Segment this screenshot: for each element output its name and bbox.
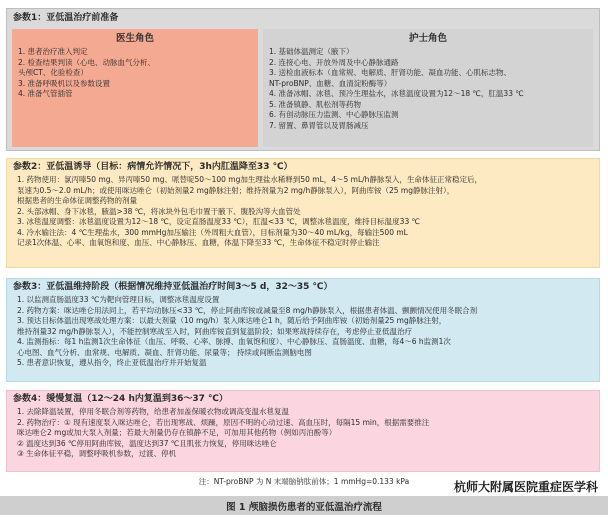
list-item: 4. 准备冰帽、冰毯、预冷生理盐水，冰毯温度设置为12～18 ℃，肛温33 ℃ (269, 89, 524, 98)
list-item: 心电图、血气分析、血常规、电解质、凝血、肝肾功能、尿量等； 持续或间断监测脑电图 (17, 347, 312, 357)
step4-panel (6, 390, 600, 472)
list-item: 3. 送检血液标本（血常规、电解质、肝肾功能、凝血功能、心肌标志物、 (269, 68, 512, 77)
list-item: 2. 药物治疗：① 现有速度泵入咪达唑仑，若出现寒战、烦躁，原因不明的心动过速、高血压时，每隔15 min，根据需要推注 (17, 417, 430, 427)
list-item: 2. 药物方案：咪达唑仑用法同上，若平均动脉压<33 ℃，停止阿曲库铵或减量至8 mg/h静脉泵入，根据患者体温、颤颤情况使用冬眠合剂 (17, 305, 478, 315)
step1-panel (6, 8, 600, 151)
caption-bar (0, 496, 608, 515)
list-item: 根据患者的生命体征调整药物的剂量 (17, 196, 137, 205)
step2-panel (6, 158, 600, 268)
step3-panel (6, 278, 600, 382)
list-item: 5. 患者意识恢复，遵从指令，终止亚低温治疗并开始复温 (17, 358, 207, 367)
list-item: 1. 患者治疗准入判定 (18, 47, 88, 56)
list-item: NT-proBNP、血糖、血清淀粉酶等） (269, 78, 392, 88)
list-item: 1. 以监测直肠温度33 ℃为靶向管理目标，调整冰毯温度设置 (17, 295, 220, 304)
list-item: 1. 基础体温测定（腋下） (269, 47, 354, 56)
list-item: ③ 生命体征平稳，调整呼吸机参数，过渡、停机 (17, 449, 177, 458)
step4-list (17, 407, 593, 460)
list-item: 4. 冷水输注法：4 ℃生理盐水，300 mmHg加压输注（外周粗大血管），目标剂量为30～40 mL/kg，每输注500 mL (17, 227, 408, 237)
list-item: 记录1次体温、心率、血氧饱和度、血压、中心静脉压、血糖，体温下降至33 ℃，生命体征不稳定时停止输注 (17, 238, 380, 247)
list-item: 4. 准备气管插管 (18, 89, 73, 98)
list-item: 7. 留置、鼻胃管以及胃肠减压 (269, 120, 369, 130)
nurse-role-box (263, 29, 593, 147)
list-item: 咪达唑仑2 mg或加大泵入剂量；若最大剂量仍存在镇静不足，可加用其他药物（例如丙泊酚等） (17, 428, 337, 437)
nurse-role-list (263, 47, 593, 131)
list-item: 2. 头部冰帽、身下冰毯，腋温>38 ℃，将冰块外包毛巾置于腋下、腹股沟等大血管处 (17, 206, 301, 216)
list-item: 4. 监测指标：每1 h监测1次生命体征（血压、呼吸、心率、脉搏、血氧饱和度）、中心静脉压、直肠温度、血糖，每4～6 h监测1次 (17, 337, 451, 346)
list-item: 3. 冰毯温度调整：冰毯温度设置为12～18 ℃，设定直肠温度33 ℃），肛温<33 ℃，调整冰毯温度，维持目标温度33 ℃ (17, 217, 421, 226)
step4-title: 参数4：缓慢复温（12～24 h内复温到36～37 ℃） (13, 394, 228, 404)
watermark: 杭师大附属医院重症医学科 (453, 480, 598, 494)
list-item: 5. 准备镇静、肌松剂等药物 (269, 99, 362, 109)
step2-list (17, 175, 593, 249)
list-item: 6. 有创动脉压力监测、中心静脉压监测 (269, 110, 399, 119)
step1-title: 参数1：亚低温治疗前准备 (13, 13, 119, 23)
list-item: 1. 去除降温装置，停用冬眠合剂等药物，给患者加盖保暖衣物或调高变温水毯复温 (17, 407, 290, 416)
list-item: 2. 连接心电、开放外周及中心静脉通路 (269, 57, 399, 67)
step3-list (17, 295, 593, 369)
footnote: 注：NT-proBNP 为 N 末端脑钠肽前体；1 mmHg=0.133 kPa (198, 477, 410, 486)
list-item: 泵速为0.5～2.0 mL/h；或使用咪达唑仑（初始剂量2 mg静脉注射；维持剂量为2 mg/h静脉泵入），阿曲库铵（25 mg静脉注射）， (17, 185, 455, 195)
list-item: 3. 准备呼吸机以及参数设置 (18, 78, 111, 88)
list-item: 头颅CT、化验检查） (18, 68, 88, 77)
figure-caption: 图 1 颅脑损伤患者的亚低温治疗流程 (226, 502, 382, 513)
list-item: 1. 药物使用：氯丙嗪50 mg、异丙嗪50 mg、哌替啶50～100 mg加生理盐水稀释到50 mL，4～5 mL/h静脉泵入，生命体征正常稳定后， (17, 175, 482, 184)
step3-title: 参数3：亚低温维持阶段（根据情况维持亚低温治疗时间3～5 d，32～35 ℃） (13, 282, 333, 292)
doctor-role-heading: 医生角色 (115, 33, 154, 44)
list-item: 2. 检查结果判读（心电、动脉血气分析、 (18, 57, 156, 67)
list-item: ② 温度达到36 ℃停用阿曲库铵，温度达到37 ℃且肌张力恢复，停用咪达唑仑 (17, 438, 277, 448)
nurse-role-heading: 护士角色 (408, 33, 447, 44)
doctor-role-list (12, 47, 258, 100)
list-item: 3. 预达目标体温出现寒战处理方案：以最大剂量（10 mg/h）泵入咪达唑仑1 h，随后给予阿曲库铵（初始剂量25 mg静脉注射， (17, 316, 447, 325)
step2-title: 参数2：亚低温诱导（目标：病情允许情况下，3h内肛温降至33 ℃） (13, 162, 293, 172)
list-item: 维持剂量32 mg/h静脉泵入），不能控制寒战至入时，阿曲库铵直到复温阶段；如果寒战持续存在，考虑停止亚低温治疗 (17, 326, 413, 336)
doctor-role-box (12, 29, 258, 147)
